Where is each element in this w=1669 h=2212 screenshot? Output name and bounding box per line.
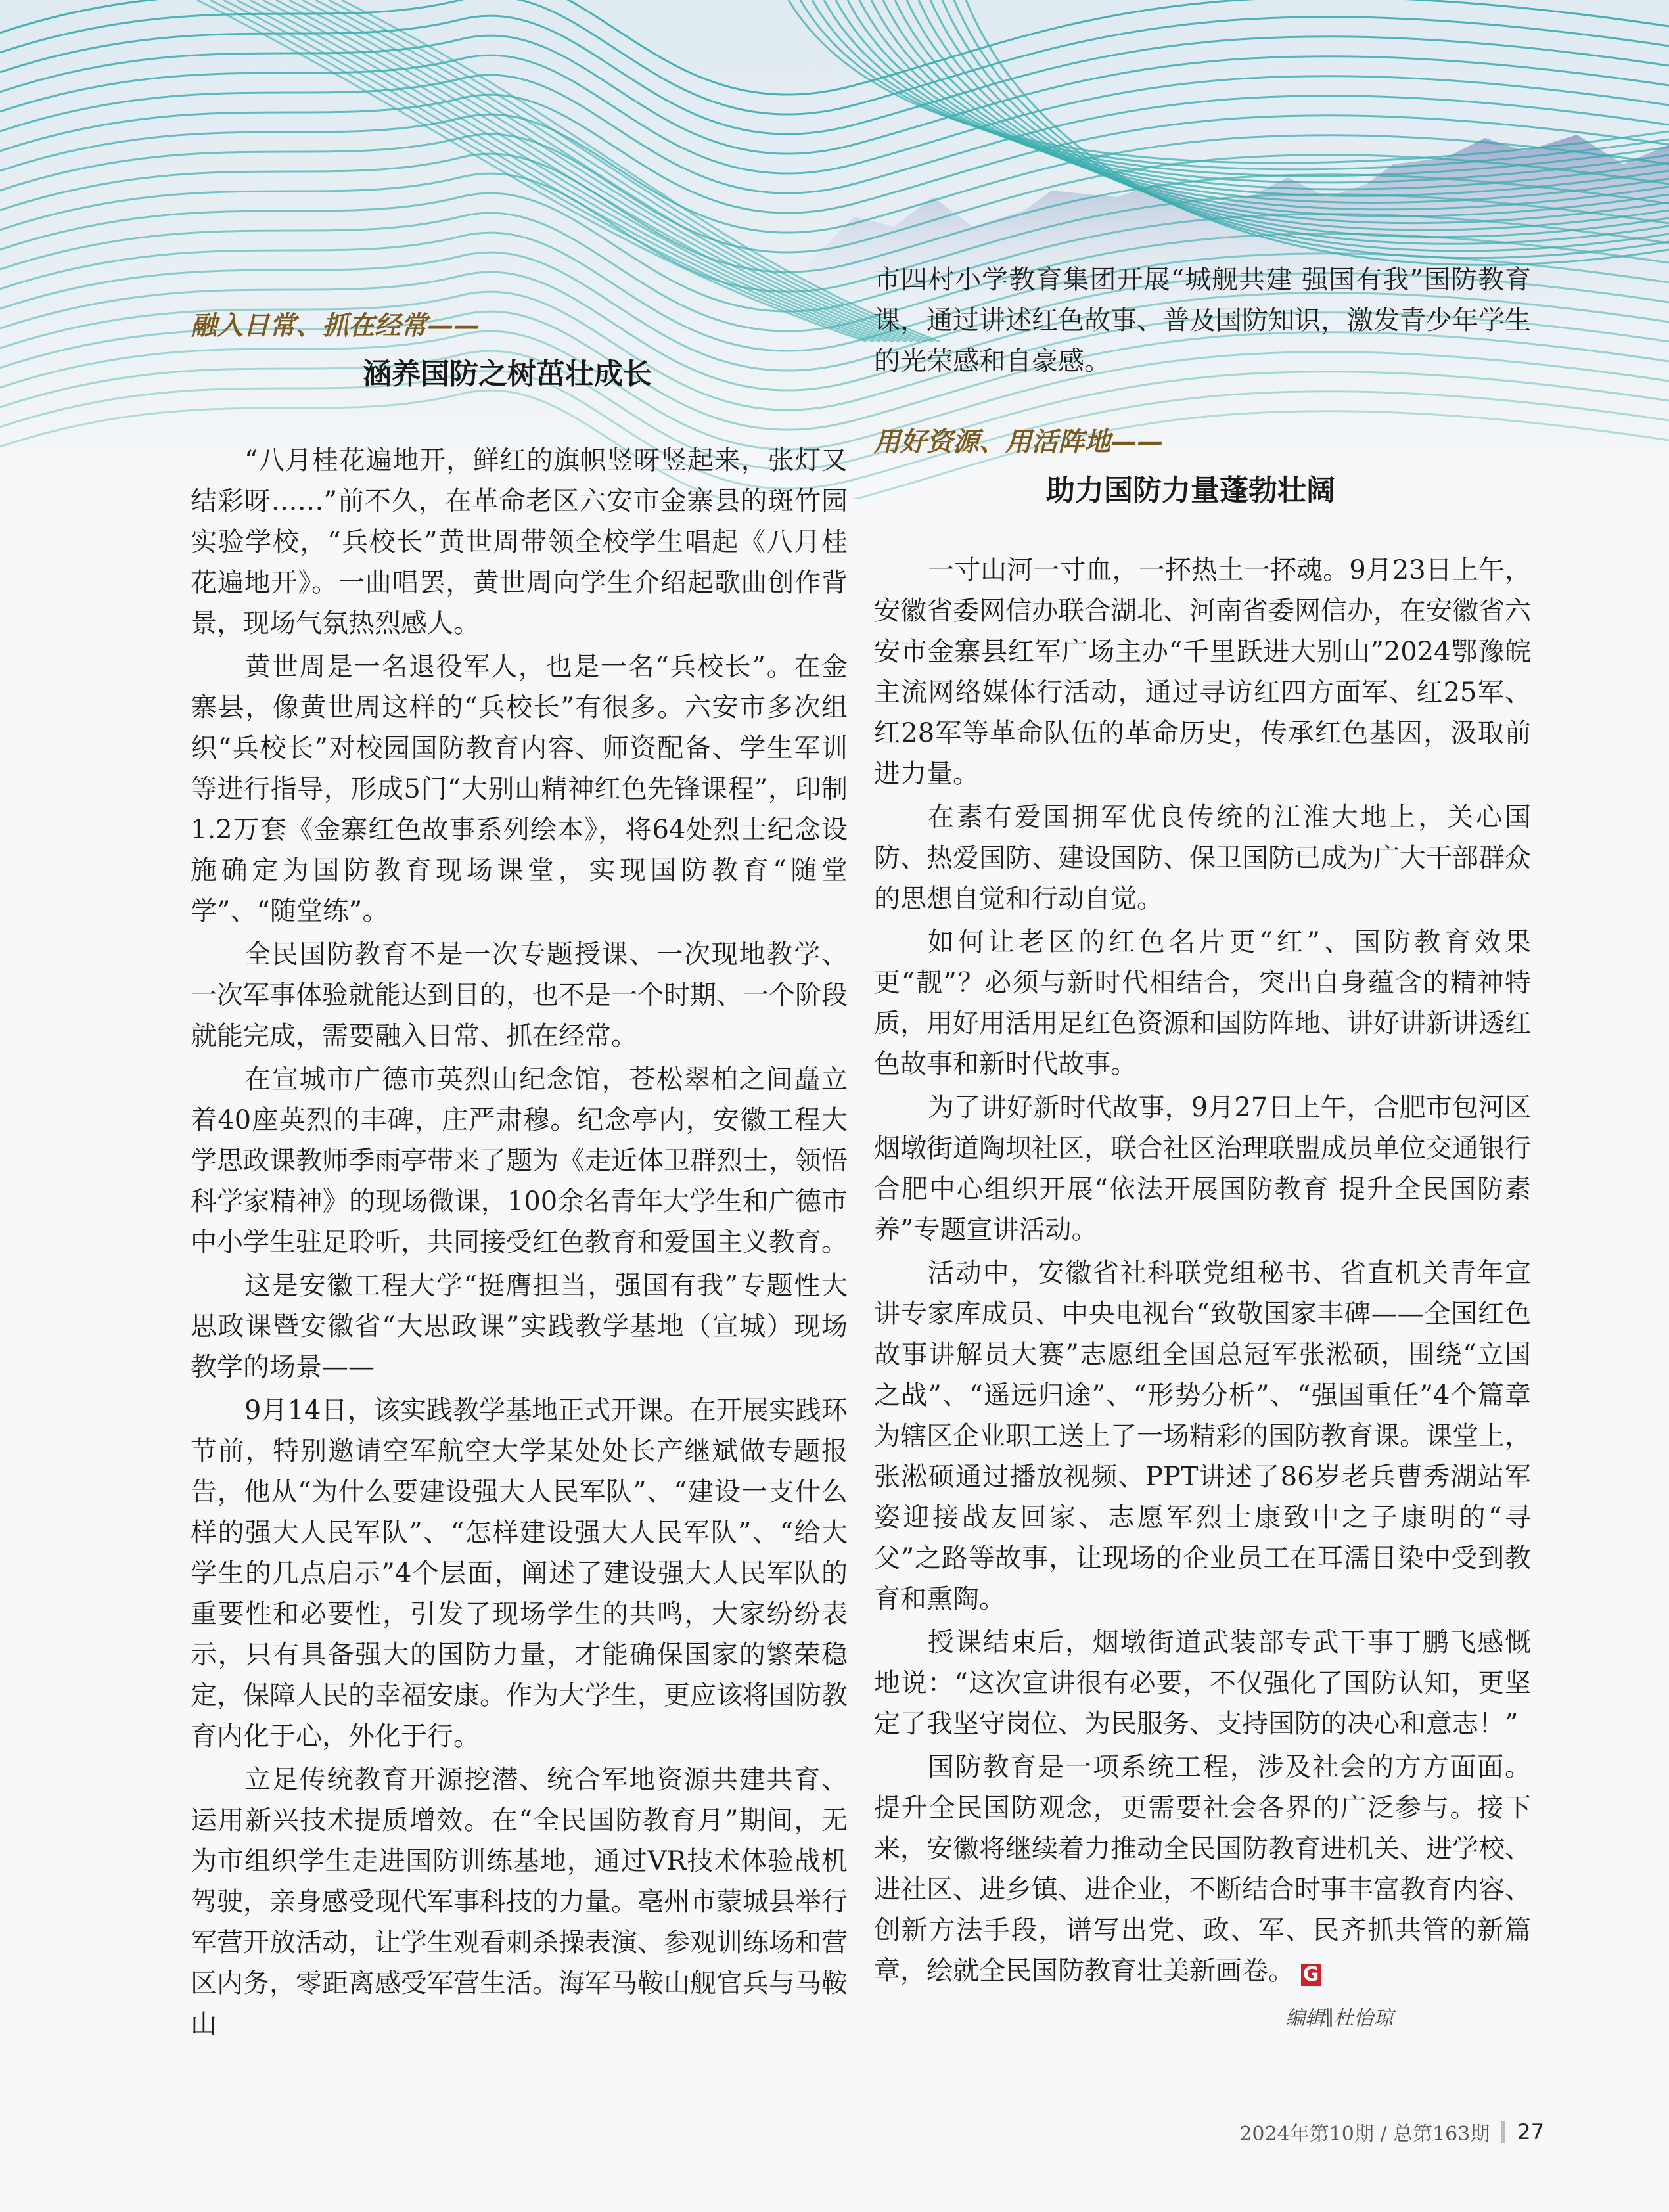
paragraph: 全民国防教育不是一次专题授课、一次现地教学、一次军事体验就能达到目的，也不是一个时期、一个阶段就能完成，需要融入日常、抓在经常。 (191, 939, 848, 1051)
paragraph-text: 国防教育是一项系统工程，涉及社会的方方面面。提升全民国防观念，更需要社会各界的广泛参与。接下来，安徽将继续着力推动全民国防教育进机关、进学校、进社区、进乡镇、进企业，不断结合时事丰富教育内容、创新方法手段，谱写出党、政、军、民齐抓共管的新篇章，绘就全民国防教育壮美新画卷。 (874, 1752, 1531, 1986)
right-body (874, 550, 1531, 1991)
paragraph-final (874, 1747, 1531, 1991)
section-kicker: 融入日常、抓在经常—— (191, 310, 480, 341)
paragraph-continuation: 市四村小学教育集团开展“城舰共建 强国有我”国防教育课，通过讲述红色故事、普及国防知识，激发青少年学生的光荣感和自豪感。 (874, 265, 1531, 376)
paragraph: “八月桂花遍地开，鲜红的旗帜竖呀竖起来，张灯又结彩呀……”前不久，在革命老区六安市金寨县的斑竹园实验学校，“兵校长”黄世周带领全校学生唱起《八月桂花遍地开》。一曲唱罢，黄世周向学生介绍起歌曲创作背景，现场气氛热烈感人。 (191, 445, 848, 639)
paragraph: 为了讲好新时代故事，9月27日上午，合肥市包河区烟墩街道陶坝社区，联合社区治理联盟成员单位交通银行合肥中心组织开展“依法开展国防教育 提升全民国防素养”专题宣讲活动。 (874, 1093, 1531, 1245)
paragraph: 一寸山河一寸血，一抔热土一抔魂。9月23日上午，安徽省委网信办联合湖北、河南省委网信办，在安徽省六安市金寨县红军广场主办“千里跃进大别山”2024鄂豫皖主流网络媒体行活动，通过寻访红四方面军、红25军、红28军等革命队伍的革命历史，传承红色基因，汲取前进力量。 (874, 555, 1531, 789)
editor-credit: 编辑∥杜怡琼 (1285, 2007, 1393, 2030)
paragraph: 9月14日，该实践教学基地正式开课。在开展实践环节前，特别邀请空军航空大学某处处长产继斌做专题报告，他从“为什么要建设强大人民军队”、“建设一支什么样的强大人民军队”、“怎样建设强大人民军队”、“给大学生的几点启示”4个层面，阐述了建设强大人民军队的重要性和必要性，引发了现场学生的共鸣，大家纷纷表示，只有具备强大的国防力量，才能确保国家的繁荣稳定，保障人民的幸福安康。作为大学生，更应该将国防教育内化于心，外化于行。 (191, 1395, 848, 1751)
paragraph: 在宣城市广德市英烈山纪念馆，苍松翠柏之间矗立着40座英烈的丰碑，庄严肃穆。纪念亭内，安徽工程大学思政课教师季雨亭带来了题为《走近体卫群烈士，领悟科学家精神》的现场微课，100余名青年大学生和广德市中小学生驻足聆听，共同接受红色教育和爱国主义教育。 (191, 1064, 848, 1257)
paragraph: 授课结束后，烟墩街道武装部专武干事丁鹏飞感慨地说：“这次宣讲很有必要，不仅强化了国防认知，更坚定了我坚守岗位、为民服务、支持国防的决心和意志！” (874, 1627, 1531, 1739)
section-subhead: 涵养国防之树茁壮成长 (363, 357, 652, 391)
section-subhead: 助力国防力量蓬勃壮阔 (1046, 474, 1335, 507)
section-kicker: 用好资源、用活阵地—— (874, 426, 1163, 457)
right-column (874, 260, 1531, 2032)
paragraph: 黄世周是一名退役军人，也是一名“兵校长”。在金寨县，像黄世周这样的“兵校长”有很多。六安市多次组织“兵校长”对校园国防教育内容、师资配备、学生军训等进行指导，形成5门“大别山精神红色先锋课程”，印制1.2万套《金寨红色故事系列绘本》，将64处烈士纪念设施确定为国防教育现场课堂，实现国防教育“随堂学”、“随堂练”。 (191, 652, 848, 926)
page-footer (1239, 2117, 1544, 2146)
paragraph: 在素有爱国拥军优良传统的江淮大地上，关心国防、热爱国防、建设国防、保卫国防已成为广大干部群众的思想自觉和行动自觉。 (874, 802, 1531, 914)
paragraph: 如何让老区的红色名片更“红”、国防教育效果更“靓”？必须与新时代相结合，突出自身蕴含的精神特质，用好用活用足红色资源和国防阵地、讲好讲新讲透红色故事和新时代故事。 (874, 927, 1531, 1079)
paragraph: 活动中，安徽省社科联党组秘书、省直机关青年宣讲专家库成员、中央电视台“致敬国家丰碑——全国红色故事讲解员大赛”志愿组全国总冠军张淞硕，围绕“立国之战”、“遥远归途”、“形势分析”、“强国重任”4个篇章为辖区企业职工送上了一场精彩的国防教育课。课堂上，张淞硕通过播放视频、PPT讲述了86岁老兵曹秀湖站军姿迎接战友回家、志愿军烈士康致中之子康明的“寻父”之路等故事，让现场的企业员工在耳濡目染中受到教育和熏陶。 (874, 1258, 1531, 1614)
left-body (191, 440, 848, 2044)
footer-divider (1501, 2121, 1505, 2143)
issue-info: 2024年第10期 / 总第163期 (1239, 2123, 1490, 2146)
left-column (191, 309, 848, 2044)
paragraph: 立足传统教育开源挖潜、统合军地资源共建共育、运用新兴技术提质增效。在“全民国防教育月”期间，无为市组织学生走进国防训练基地，通过VR技术体验战机驾驶，亲身感受现代军事科技的力量。亳州市蒙城县举行军营开放活动，让学生观看刺杀操表演、参观训练场和营区内务，零距离感受军营生活。海军马鞍山舰官兵与马鞍山 (191, 1765, 848, 2039)
page-number: 27 (1517, 2119, 1544, 2144)
end-mark-icon: G (1301, 1964, 1321, 1986)
paragraph: 这是安徽工程大学“挺膺担当，强国有我”专题性大思政课暨安徽省“大思政课”实践教学基地（宣城）现场教学的场景—— (191, 1271, 848, 1382)
